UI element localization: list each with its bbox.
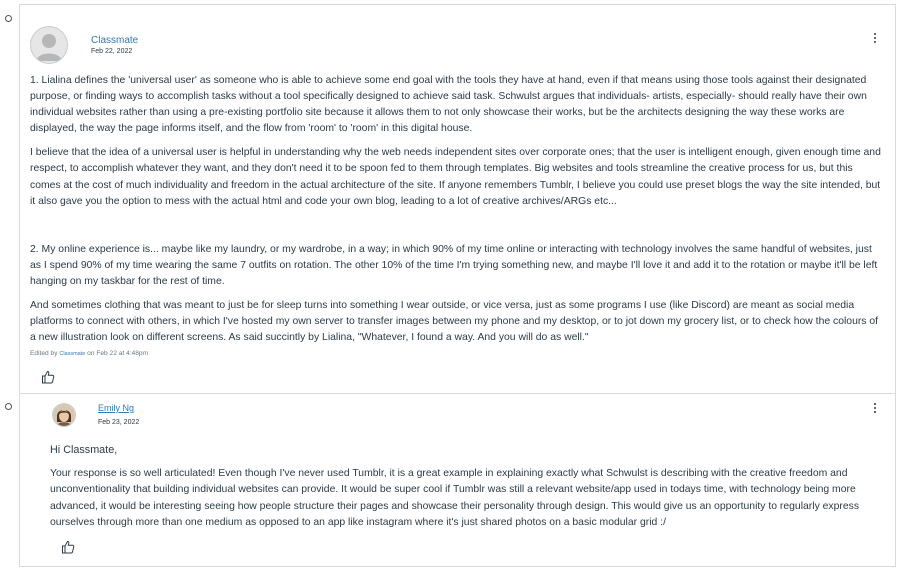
paragraph: I believe that the idea of a universal user is helpful in understanding why the web needs independent sites over corporate ones; that the user is intelligent enough, given enough time and respect, to accomplish whatever they want, and they don't need it to be spoon fed to them through templates. Big websites and tools streamline the creative process for us, but this comes at the cost of much individuality and freedom in the actual architecture of the site. If anyone remembers Tumblr, I believe you could use preset blogs the way the site intended, but it also gave you the option to mess with the actual html and code your own blog, leading to a lot of creative archives/ARGs etc... [30,147,881,207]
thread-bullet [5,15,12,22]
edited-prefix: Edited by [30,350,58,357]
paragraph: 2. My online experience is... maybe like my laundry, or my wardrobe, in a way; in which 90% of my time online or interacting with technology involves the same handful of websites, just as I spend 90% of my time wearing the same 7 outfits on rotation. The other 10% of the time I'm trying something new, and maybe I'll love it and add it to the rotation or maybe it'll be left hanging on my taskbar for the rest of time. [30,243,878,287]
post-date: Feb 23, 2022 [98,419,140,426]
default-avatar-icon[interactable] [30,26,68,64]
thumbs-up-icon[interactable] [41,370,55,384]
discussion-entry [19,4,896,395]
paragraph: 1. Lialina defines the 'universal user' as someone who is able to achieve some end goal with the tools they have at hand, even if that means using those tools against their designated purpose, or finding ways to accomplish tasks without a tool specifically designed to achieve said task. Schwulst argues that individuals- artists, especially- should really have their own individual websites rather than using a pre-existing portfolio site because it allows them to not only showcase their works, but be the architects designing the way these works are displayed, the way the page informs itself, and the flow from 'room' to 'room' in this digital house. [30,75,867,135]
edited-time: on Feb 22 at 4:48pm [87,350,149,357]
thumbs-up-icon[interactable] [61,540,75,554]
reply-body [50,442,880,531]
post-date: Feb 22, 2022 [91,48,133,55]
thread-bullet [5,403,12,410]
kebab-menu-icon[interactable] [873,33,877,47]
user-avatar[interactable] [52,403,76,427]
greeting: Hi Classmate, [50,444,118,456]
discussion-entry-reply [19,393,896,567]
author-name[interactable]: Emily Ng [98,403,135,413]
edited-note [30,350,148,357]
entry-body [30,73,885,346]
kebab-menu-icon[interactable] [873,403,877,417]
paragraph: And sometimes clothing that was meant to just be for sleep turns into something I wear outside, or vice versa, just as some programs I use (like Discord) are meant as social media platforms to connect with others, in which I've hosted my own server to transfer images between my phone and my desktop, or to jot down my grocery list, or to check how the colours of a new illustration look on different screens. As said succintly by Lialina, "Whatever, I found a way. And you will do as well." [30,300,879,344]
author-name[interactable]: Classmate [91,35,139,46]
edited-by-link[interactable]: Classmate [59,351,86,357]
paragraph: Your response is so well articulated! Even though I've never used Tumblr, it is a great example in explaining exactly what Schwulst is describing with the creative freedom and unconventionality that building individual websites can provide. It would be super cool if Tumblr was still a relevant website/app used in todays time, with technology being more advanced, it would be interesting seeing how people structure their pages and showcase their personality through design. This would give us an opportunity to regularly express ourselves through more than one medium as opposed to an app like instagram where it's just shared photos on a basic modular grid :/ [50,468,860,528]
